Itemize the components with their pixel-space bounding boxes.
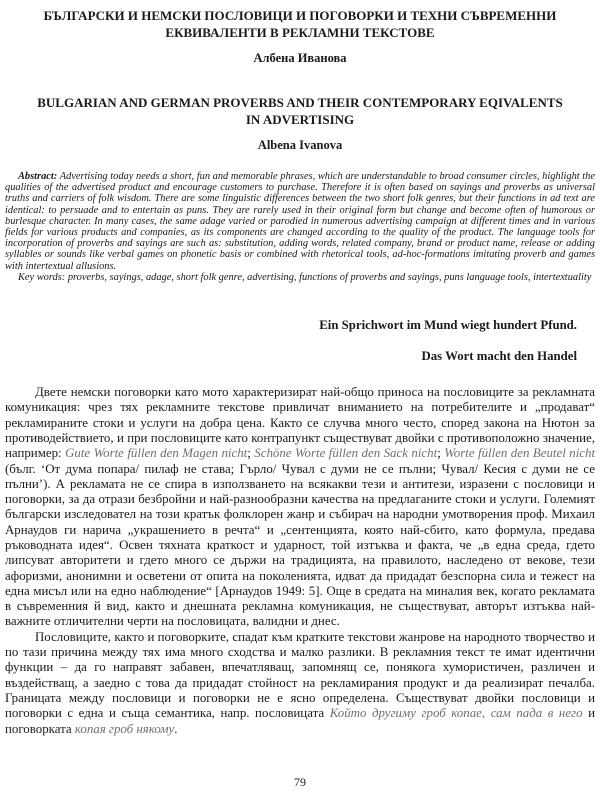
abstract-label: Abstract: [18, 171, 58, 182]
author-bulgarian: Албена Иванова [253, 51, 347, 65]
page-title [5, 7, 595, 41]
keywords-paragraph: Key words: proverbs, sayings, adage, short folk genre, advertising, functions of proverbs and sayings, puns language tools, intertextuality [18, 271, 592, 283]
motto-line-2: Das Wort macht den Handel [421, 349, 577, 364]
german-proverb-1: Gute Worte füllen den Magen nicht [65, 446, 248, 461]
para2-text-3: . [174, 721, 178, 736]
title-english-line2: IN ADVERTISING [245, 112, 355, 127]
para1-text-2: (бълг. ‘От дума попара/ пилаф не става; Гърло/ Чувал с думи не се пълни; Чувал/ Кесия с думи не се пълни’). А рекламата не се спира в използването на всякакви тези и антитези, изразени с пословици и поговорки, за да отрази безбройни и най-разнообразни качества на предлаганите стоки и услуги. Големият български изследовател на този кратък фолклорен жанр и събирач на народни умотворения проф. Михаил Арнаудов ги нарича „украшението в речта“ и „сентенцията, която най-сбито, като формула, предава ръководната идея“. Освен тяхната краткост и ударност, той изтъква и факта, че „в една среда, гдето липсуват авторитети и гдето много се държи на традицията, на правилото, наследено от векове, тези афоризми, анонимни и осветени от опита на поколенията, идват да придадат безспорна сила и тежест на една мисъл или на едно наблюдение“ [Арнаудов 1949: 5]. Още в средата на миналия век, когато рекламата в съвременния й вид, както и днешната рекламна комуникация, не съществуват, авторът изтъква най-важните отличителни черти на пословицата, валидни и днес. [5, 461, 595, 629]
body-paragraph-2 [5, 630, 595, 737]
bulgarian-proverb-2: копая гроб някому [74, 721, 175, 736]
title-bulgarian-line1: БЪЛГАРСКИ И НЕМСКИ ПОСЛОВИЦИ И ПОГОВОРКИ И ТЕХНИ СЪВРЕМЕННИ [43, 8, 557, 23]
page-number: 79 [294, 775, 306, 789]
para2-text-1: Пословиците, както и поговорките, спадат към кратките текстови жанрове на народното творчество и по тази причина между тях има много сходства и малко разлики. В рекламния текст те имат идентични функции – да го направят забавен, впечатляващ, запомнящ се, понякога хумористичен, различен и въздействащ, а заедно с това да придадат стойност на рекламирания продукт и да реализират печалба. Границата между пословици и поговорки не е ясно определена. Съществуват двойки пословици и поговорки с една и съща семантика, напр. пословицата [5, 629, 595, 721]
para1-sep-1: ; [247, 446, 255, 461]
para2-text-2: и поговорката [5, 706, 595, 736]
bulgarian-proverb-1: Който другиму гроб копае, сам пада в него [329, 706, 583, 721]
abstract-paragraph [5, 171, 595, 272]
title-english-line1: BULGARIAN AND GERMAN PROVERBS AND THEIR CONTEMPORARY EQIVALENTS [37, 95, 563, 110]
abstract-section [5, 171, 595, 283]
author-english: Albena Ivanova [257, 138, 343, 152]
body-section [5, 385, 595, 737]
para1-sep-2: ; [437, 446, 445, 461]
german-proverb-2: Schöne Worte füllen den Sack nicht [254, 446, 438, 461]
para1-text-1: Двете немски поговорки като мото характеризират най-общо приноса на пословиците за рекламната комуникация: чрез тях рекламните текстове привличат вниманието на потребителите и „продават“ рекламираните стоки и услуги на добра цена. Както се случва много често, според закона на Нютон за противодействието, и при пословиците като контрапункт съществуват двойки с противоположно значение, например: [5, 385, 595, 461]
title-bulgarian-line2: ЕКВИВАЛЕНТИ В РЕКЛАМНИ ТЕКСТОВЕ [165, 25, 435, 40]
motto-line-1: Ein Sprichwort im Mund wiegt hundert Pfund. [319, 318, 577, 333]
body-paragraph-1 [5, 385, 595, 630]
abstract-text: Advertising today needs a short, fun and memorable phrases, which are understandable to broad consumer circles, highlight the qualities of the advertised product and encourage customers to purchase. Therefore it is often based on sayings and proverbs as universal truths and carriers of folk wisdom. There are some linguistic differences between the two short folk genres, but their functions in ad text are identical: to persuade and to entertain as puns. They are rarely used in their original form but change and become often of humorous or burlesque character. In many cases, the same adage varied or parodied in numerous advertising campaign at different times and in various fields for various products and companies, as its components are changed according to the quality of the product. The language tools for incorporation of proverbs and sayings are such as: substitution, adding words, related company, brand or product name, release or adding syllables or sounds like verbal games on phonetic basis or combined with rhetorical tools, ad-hoc-formations imitating proverb and games with intertextual allusions. [5, 171, 595, 272]
title-english [5, 94, 595, 128]
german-proverb-3: Worte füllen den Beutel nicht [444, 446, 596, 461]
